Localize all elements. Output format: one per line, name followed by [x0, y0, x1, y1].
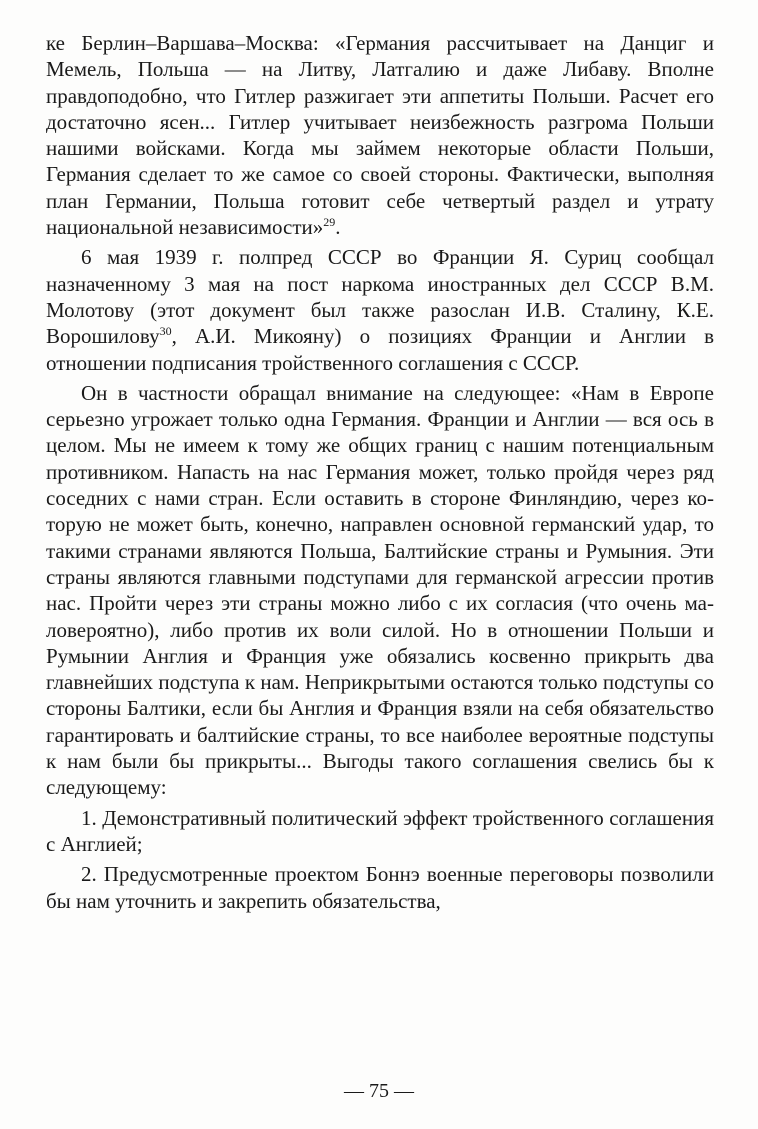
paragraph-text: ке Берлин–Варшава–Москва: «Германия рассчитывает на Данциг и Мемель, Польша — на Литву, Латгалию и даже Либаву. Вполне правдоподобно, что Гитлер разжигает эти аппетиты Польши. Расчет его достаточно ясен... Гитлер учитывает неизбежность разгрома Польши нашими войсками. Когда мы займем некоторые области Польши, Германия сделает то же самое со своей стороны. Фактически, выполняя план Германии, Польша готовит себе четвертый раздел и утрату национальной независимости» [46, 31, 714, 240]
list-item-2: 2. Предусмотренные проектом Боннэ военные переговоры позволили бы нам уточнить и закрепить обязательства, [46, 862, 714, 913]
list-item-1: 1. Демонстративный политический эффект тройственного соглашения с Англией; [46, 805, 714, 856]
footnote-ref-30: 30 [159, 324, 172, 339]
footnote-ref-29: 29 [323, 215, 336, 230]
paragraph-text-a: 6 мая 1939 г. полпред СССР во Франции Я. Суриц сообщал назначенному 3 мая на пост наркома иностранных дел СССР В.М. Молотову (этот документ был также разослан И.В. Сталину, К.Е. Ворошилову [46, 245, 714, 349]
page-number: — 75 — [344, 1080, 414, 1102]
body-text [46, 30, 714, 914]
paragraph-suritz-report [46, 244, 714, 375]
paragraph-quote-germany: Он в частности обращал внимание на следующее: «Нам в Европе серьезно угрожает только одна Германия. Франции и Англии — вся ось в целом. Мы не имеем к тому же общих границ с нашим потенциальным противником. Напасть на нас Германия может, только пройдя через ряд соседних с нами стран. Если оставить в стороне Финляндию, через которую не может быть, конечно, направлен основной германский удар, то такими странами являются Польша, Балтийские страны и Румыния. Эти страны являются главными подступами для германской агрессии против нас. Пройти через эти страны можно либо с их согласия (что очень маловероятно), либо против их воли силой. Но в отношении Польши и Румынии Англия и Франция уже обязались косвенно прикрыть два главнейших подступа к нам. Неприкрытыми остаются только подступы со стороны Балтики, если бы Англия и Франция взяли на себя обязательство гарантировать и балтийские страны, то все наиболее вероятные подступы к нам были бы прикрыты... Выгоды такого соглашения свелись бы к следующему: [46, 380, 714, 800]
paragraph-tail: . [335, 215, 341, 240]
paragraph-quote-continuation [46, 30, 714, 240]
paragraph-text-b: , А.И. Микояну) о позициях Франции и Англии в отношении подписания тройственного соглашения с СССР. [46, 324, 714, 375]
